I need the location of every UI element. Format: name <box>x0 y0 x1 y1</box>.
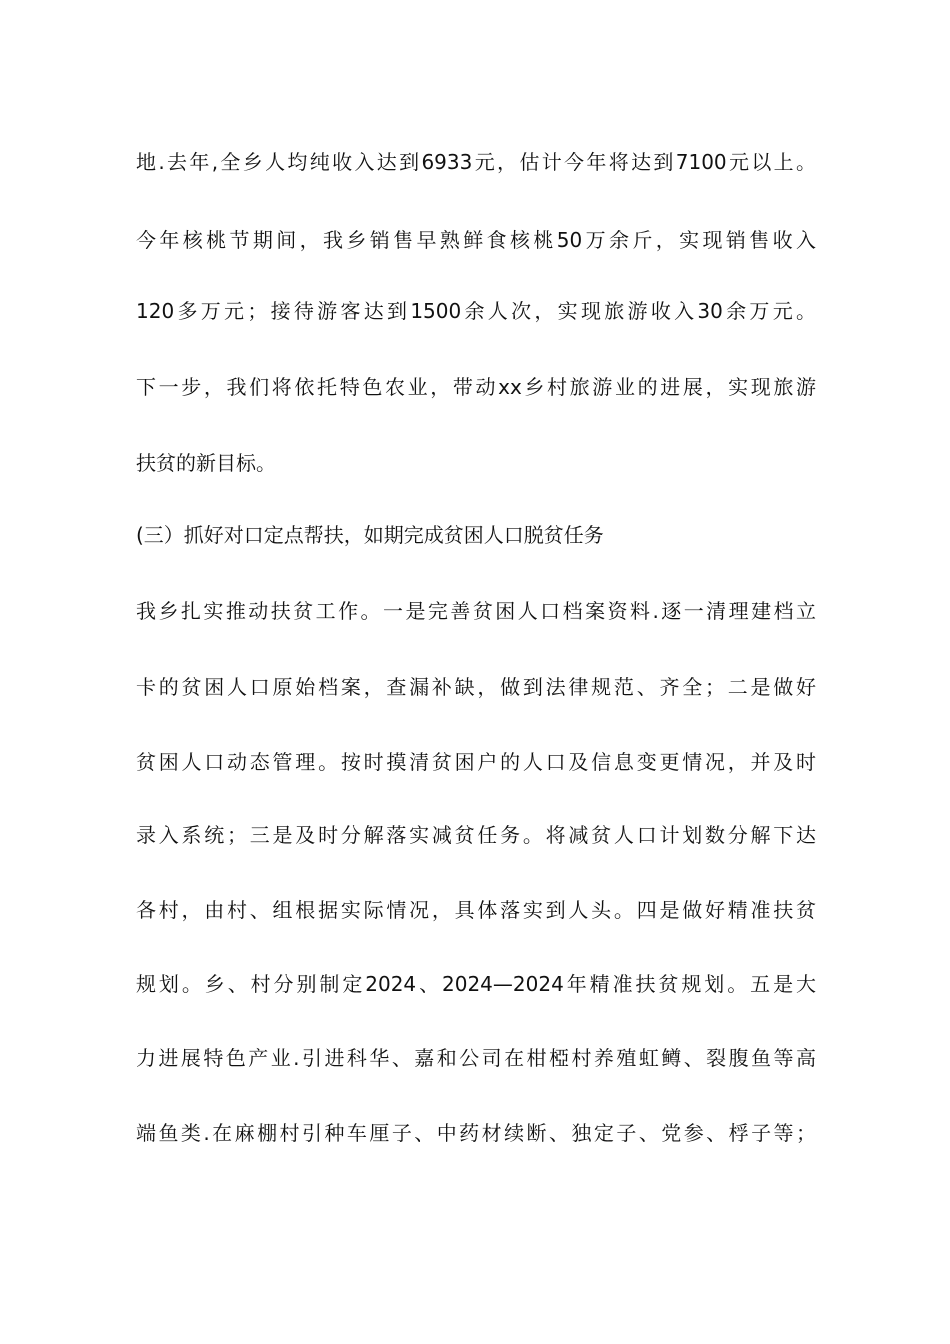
text-line: 120多万元；接待游客达到1500余人次，实现旅游收入30余万元。 <box>136 299 816 323</box>
section-heading: (三）抓好对口定点帮扶，如期完成贫困人口脱贫任务 <box>136 523 604 547</box>
text-line: 规划。乡、村分别制定2024、2024—2024年精准扶贫规划。五是大 <box>136 972 816 996</box>
text-line: 下一步，我们将依托特色农业，带动xx乡村旅游业的进展，实现旅游 <box>136 375 816 399</box>
text-line: 地.去年,全乡人均纯收入达到6933元，估计今年将达到7100元以上。 <box>136 150 816 174</box>
text-line: 端鱼类.在麻棚村引种车厘子、中药材续断、独定子、党参、桴子等； <box>136 1121 816 1145</box>
text-line: 力进展特色产业.引进科华、嘉和公司在柑椏村养殖虹鳟、裂腹鱼等高 <box>136 1046 816 1070</box>
text-line: 贫困人口动态管理。按时摸清贫困户的人口及信息变更情况，并及时 <box>136 750 816 774</box>
text-line: 录入系统；三是及时分解落实减贫任务。将减贫人口计划数分解下达 <box>136 823 816 847</box>
text-line: 卡的贫困人口原始档案，查漏补缺，做到法律规范、齐全；二是做好 <box>136 675 816 699</box>
text-line: 今年核桃节期间，我乡销售早熟鲜食核桃50万余斤，实现销售收入 <box>136 228 816 252</box>
text-line: 扶贫的新目标。 <box>136 451 276 475</box>
text-line: 各村，由村、组根据实际情况，具体落实到人头。四是做好精准扶贫 <box>136 898 816 922</box>
text-line: 我乡扎实推动扶贫工作。一是完善贫困人口档案资料.逐一清理建档立 <box>136 599 816 623</box>
